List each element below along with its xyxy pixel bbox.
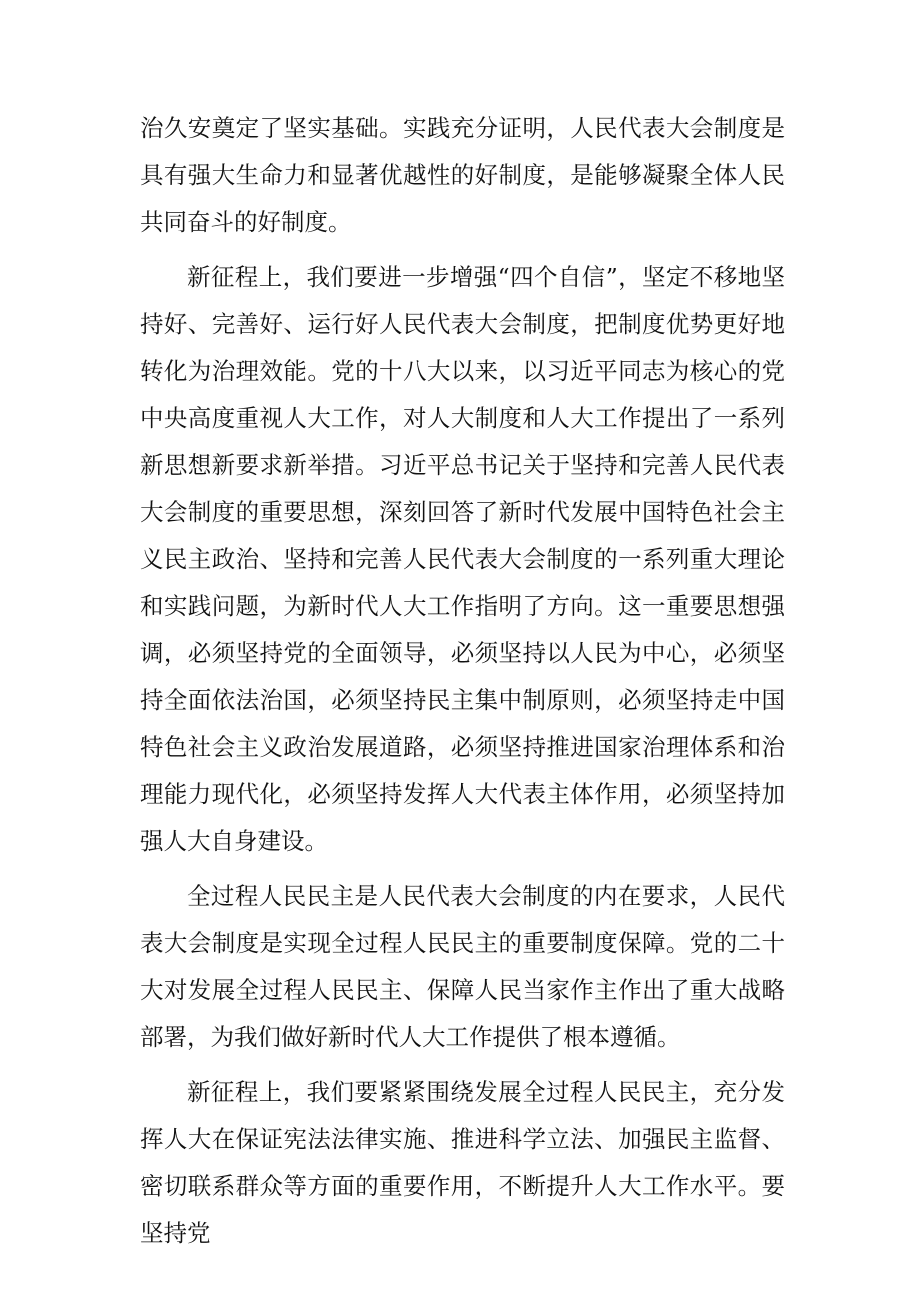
paragraph-3: 全过程人民民主是人民代表大会制度的内在要求，人民代表大会制度是实现全过程人民民主的重要制度保障。党的二十大对发展全过程人民民主、保障人民当家作主作出了重大战略部署，为我们做好新时代人大工作提供了根本遵循。: [140, 882, 785, 1051]
paragraph-2: 新征程上，我们要进一步增强“四个自信”，坚定不移地坚持好、完善好、运行好人民代表大会制度，把制度优势更好地转化为治理效能。党的十八大以来，以习近平同志为核心的党中央高度重视人大工作，对人大制度和人大工作提出了一系列新思想新要求新举措。习近平总书记关于坚持和完善人民代表大会制度的重要思想，深刻回答了新时代发展中国特色社会主义民主政治、坚持和完善人民代表大会制度的一系列重大理论和实践问题，为新时代人大工作指明了方向。这一重要思想强调，必须坚持党的全面领导，必须坚持以人民为中心，必须坚持全面依法治国，必须坚持民主集中制原则，必须坚持走中国特色社会主义政治发展道路，必须坚持推进国家治理体系和治理能力现代化，必须坚持发挥人大代表主体作用，必须坚持加强人大自身建设。: [140, 263, 785, 855]
paragraph-1: 治久安奠定了坚实基础。实践充分证明，人民代表大会制度是具有强大生命力和显著优越性的好制度，是能够凝聚全体人民共同奋斗的好制度。: [140, 114, 785, 236]
document-body: [140, 105, 785, 1265]
paragraph-4: 新征程上，我们要紧紧围绕发展全过程人民民主，充分发挥人大在保证宪法法律实施、推进科学立法、加强民主监督、密切联系群众等方面的重要作用，不断提升人大工作水平。要坚持党: [140, 1078, 785, 1247]
